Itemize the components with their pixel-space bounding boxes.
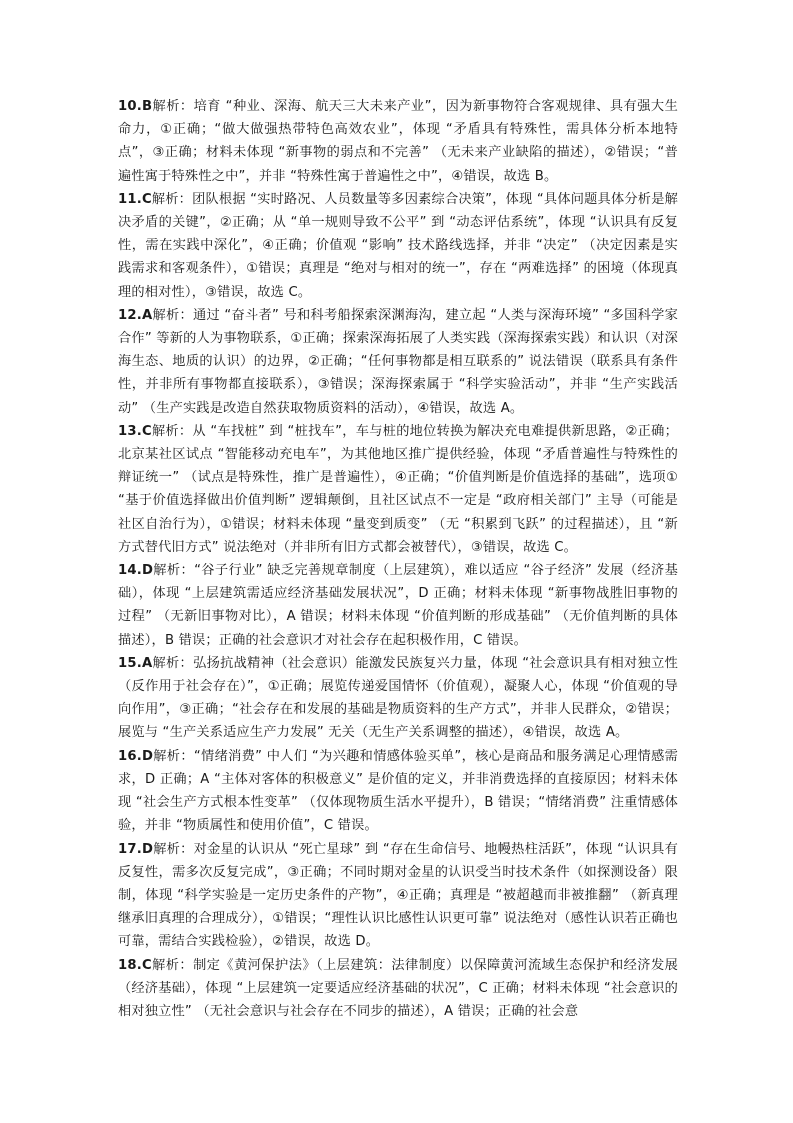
analysis-text: 解析：团队根据 “实时路况、人员数量等多因素综合决策”，体现 “具体问题具体分析是解决矛盾的关键”，②正确；从 “单一规则导致不公平” 到 “动态评估系统”，体现 “认识具有反复性，需在实践中深化”，④正确；价值观 “影响” 技术路线选择，并非 “决定” （决定因素是实践需求和客观条件），①错误；真理是 “绝对与相对的统一”，存在 “两难选择” 的困境（体现真理的相对性），③错误，故选 C。: [118, 191, 678, 300]
answer-entry-16: [118, 745, 678, 838]
answer-entry-10: [118, 95, 678, 188]
question-number: 15.A: [118, 655, 153, 671]
analysis-text: 解析：“情绪消费” 中人们 “为兴趣和情感体验买单”，核心是商品和服务满足心理情感需求，D 正确；A “主体对客体的积极意义” 是价值的定义，并非消费选择的直接原因；材料未体现 “社会生产方式根本性变革” （仅体现物质生活水平提升），B 错误；“情绪消费” 注重情感体验，并非 “物质属性和使用价值”，C 错误。: [118, 748, 678, 834]
question-number: 14.D: [118, 563, 154, 579]
answer-analysis-document: [118, 95, 678, 1023]
analysis-text: 解析：通过 “奋斗者” 号和科考船探索深渊海沟，建立起 “人类与深海环境” “多国科学家合作” 等新的人为事物联系，①正确；探索深海拓展了人类实践（深海探索实践）和认识（对深海生态、地质的认识）的边界，②正确；“任何事物都是相互联系的” 说法错误（联系具有条件性，并非所有事物都直接联系），③错误；深海探索属于 “科学实验活动”，并非 “生产实践活动” （生产实践是改造自然获取物质资料的活动），④错误，故选 A。: [118, 307, 678, 416]
analysis-text: 解析：弘扬抗战精神（社会意识）能激发民族复兴力量，体现 “社会意识具有相对独立性（反作用于社会存在）”，①正确；展览传递爱国情怀（价值观），凝聚人心，体现 “价值观的导向作用”，③正确；“社会存在和发展的基础是物质资料的生产方式”，并非人民群众，②错误；展览与 “生产关系适应生产力发展” 无关（无生产关系调整的描述），④错误，故选 A。: [118, 655, 678, 741]
answer-entry-12: [118, 304, 678, 420]
question-number: 13.C: [118, 423, 152, 439]
question-number: 18.C: [118, 957, 152, 973]
answer-entry-13: [118, 420, 678, 559]
question-number: 10.B: [118, 99, 153, 114]
analysis-text: 解析：制定《黄河保护法》（上层建筑：法律制度）以保障黄河流域生态保护和经济发展（经济基础），体现 “上层建筑一定要适应经济基础的状况”，C 正确；材料未体现 “社会意识的相对独立性” （无社会意识与社会存在不同步的描述），A 错误；正确的社会意: [118, 957, 678, 1019]
analysis-text: 解析：培育 “种业、深海、航天三大未来产业”，因为新事物符合客观规律、具有强大生命力，①正确；“做大做强热带特色高效农业”，体现 “矛盾具有特殊性，需具体分析本地特点”，③正确；材料未体现 “新事物的弱点和不完善” （无未来产业缺陷的描述），②错误；“普遍性寓于特殊性之中”，并非 “特殊性寓于普遍性之中”，④错误，故选 B。: [118, 99, 678, 184]
question-number: 11.C: [118, 191, 152, 207]
answer-entry-14: [118, 559, 678, 652]
question-number: 17.D: [118, 841, 154, 857]
answer-entry-11: [118, 188, 678, 304]
analysis-text: 解析：对金星的认识从 “死亡星球” 到 “存在生命信号、地幔热柱活跃”，体现 “认识具有反复性，需多次反复完成”，③正确；不同时期对金星的认识受当时技术条件（如探测设备）限制，体现 “科学实验是一定历史条件的产物”，④正确；真理是 “被超越而非被推翻” （新真理继承旧真理的合理成分），①错误；“理性认识比感性认识更可靠” 说法绝对（感性认识若正确也可靠，需结合实践检验），②错误，故选 D。: [118, 841, 678, 950]
answer-entry-17: [118, 838, 678, 954]
question-number: 16.D: [118, 748, 154, 764]
answer-entry-18: [118, 954, 678, 1024]
analysis-text: 解析：“谷子行业” 缺乏完善规章制度（上层建筑），难以适应 “谷子经济” 发展（经济基础），体现 “上层建筑需适应经济基础发展状况”，D 正确；材料未体现 “新事物战胜旧事物的过程” （无新旧事物对比），A 错误；材料未体现 “价值判断的形成基础” （无价值判断的具体描述），B 错误；正确的社会意识才对社会存在起积极作用，C 错误。: [118, 563, 678, 648]
analysis-text: 解析：从 “车找桩” 到 “桩找车”，车与桩的地位转换为解决充电难提供新思路，②正确；北京某社区试点 “智能移动充电车”，为其他地区推广提供经验，体现 “矛盾普遍性与特殊性的辩证统一” （试点是特殊性，推广是普遍性），④正确；“价值判断是价值选择的基础”，选项① “基于价值选择做出价值判断” 逻辑颠倒，且社区试点不一定是 “政府相关部门” 主导（可能是社区自治行为），①错误；材料未体现 “量变到质变” （无 “积累到飞跃” 的过程描述），且 “新方式替代旧方式” 说法绝对（并非所有旧方式都会被替代），③错误，故选 C。: [118, 423, 678, 555]
answer-entry-15: [118, 652, 678, 745]
question-number: 12.A: [118, 307, 153, 323]
